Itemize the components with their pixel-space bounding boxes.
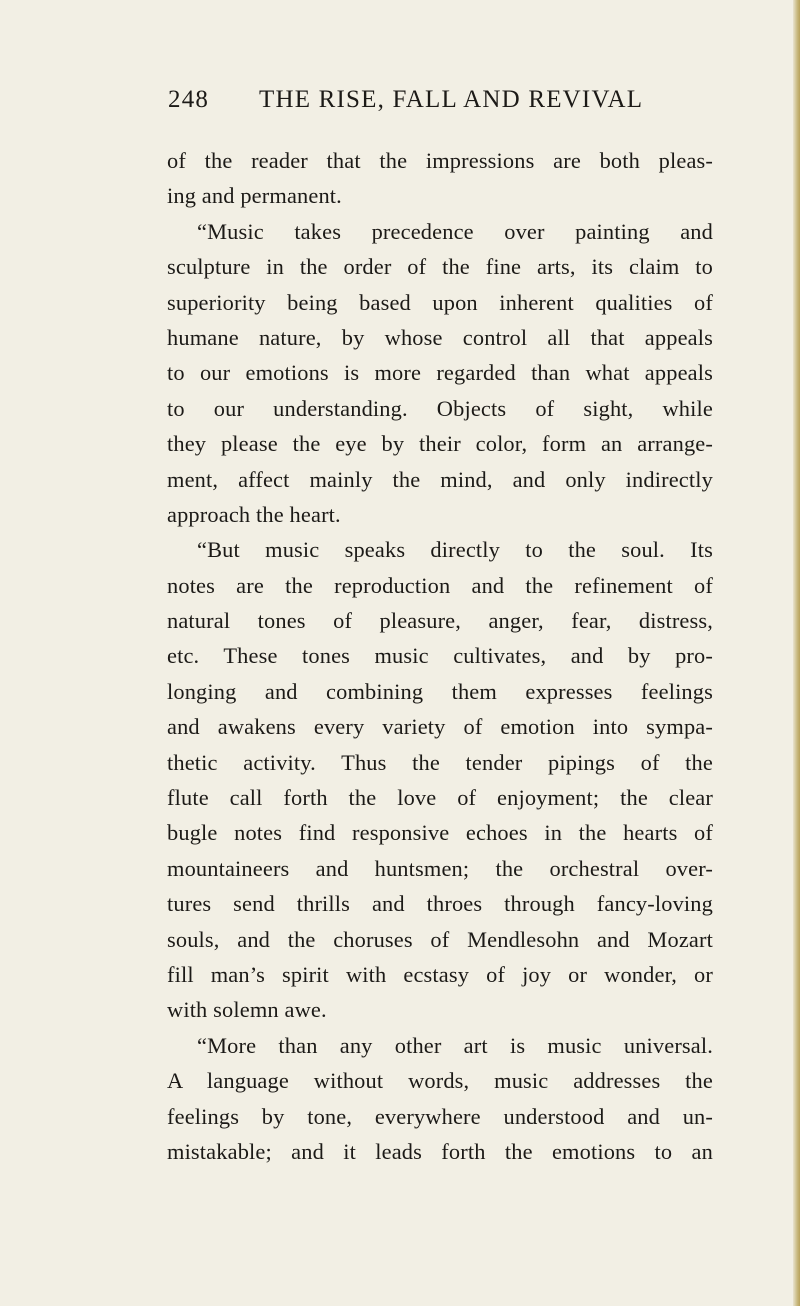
text-line: humane nature, by whose control all that appeals — [167, 324, 713, 350]
text-line: natural tones of pleasure, anger, fear, distress, — [167, 608, 713, 634]
text-line: notes are the reproduction and the refinement of — [167, 572, 713, 598]
text-line: to our understanding. Objects of sight, while — [167, 395, 713, 421]
text-line: bugle notes find responsive echoes in the hearts of — [167, 820, 713, 846]
text-line: with solemn awe. — [167, 997, 327, 1023]
text-line: etc. These tones music cultivates, and by pro- — [167, 643, 713, 669]
text-line: of the reader that the impressions are both pleas- — [167, 148, 713, 173]
text-line: to our emotions is more regarded than what appeals — [167, 360, 713, 386]
text-line: tures send thrills and throes through fancy-loving — [167, 891, 713, 917]
text-line: and awakens every variety of emotion into sympa- — [167, 714, 713, 740]
text-line: ing and permanent. — [167, 183, 342, 209]
text-line: souls, and the choruses of Mendlesohn and Mozart — [167, 926, 713, 952]
text-line: thetic activity. Thus the tender pipings of the — [167, 749, 713, 775]
text-line: flute call forth the love of enjoyment; the clear — [167, 785, 713, 811]
text-line: approach the heart. — [167, 501, 341, 527]
text-line: mountaineers and huntsmen; the orchestral over- — [167, 855, 713, 881]
text-line: mistakable; and it leads forth the emotions to an — [167, 1138, 713, 1164]
text-line: longing and combining them expresses feelings — [167, 678, 713, 704]
text-line: superiority being based upon inherent qualities of — [167, 289, 713, 315]
text-line: “But music speaks directly to the soul. Its — [197, 537, 713, 563]
body-text — [167, 143, 713, 1169]
page-edge — [793, 0, 800, 1306]
page-header — [168, 86, 728, 126]
text-line: “Music takes precedence over painting and — [197, 218, 713, 244]
running-head: THE RISE, FALL AND REVIVAL — [259, 86, 644, 113]
text-line: A language without words, music addresses the — [167, 1068, 713, 1094]
text-line: ment, affect mainly the mind, and only indirectly — [167, 466, 713, 492]
page-number: 248 — [168, 86, 210, 113]
text-line: fill man’s spirit with ecstasy of joy or wonder, or — [167, 961, 713, 987]
text-line: sculpture in the order of the fine arts, its claim to — [167, 254, 713, 280]
text-line: feelings by tone, everywhere understood and un- — [167, 1103, 713, 1129]
text-line: “More than any other art is music universal. — [197, 1032, 713, 1058]
text-line: they please the eye by their color, form an arrange- — [167, 431, 713, 457]
